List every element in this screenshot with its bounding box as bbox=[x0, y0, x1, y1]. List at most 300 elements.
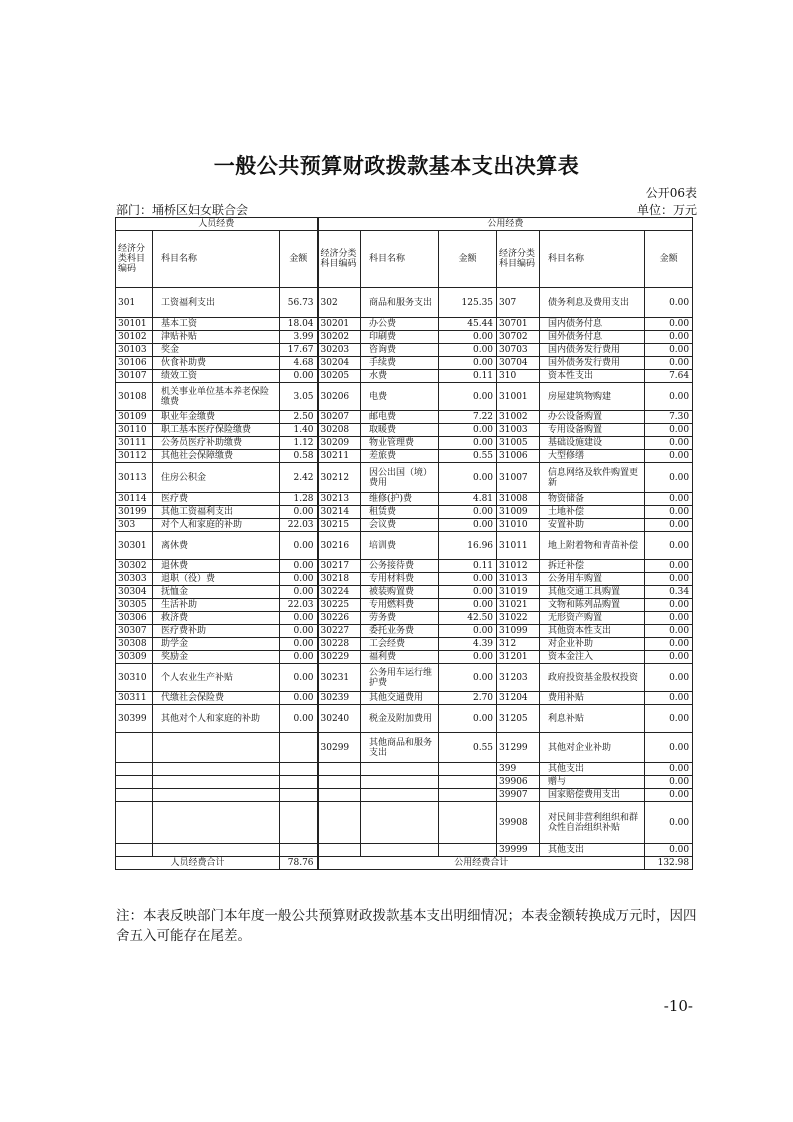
expenditure-table bbox=[115, 217, 693, 870]
personnel-amount-cell: 0.00 bbox=[280, 625, 318, 638]
public-amount-cell bbox=[439, 802, 497, 844]
public-amount-cell: 4.39 bbox=[439, 638, 497, 651]
public-name-cell: 商品和服务支出 bbox=[361, 288, 439, 318]
capital-code-cell: 39907 bbox=[497, 789, 540, 802]
table-row bbox=[116, 450, 693, 463]
personnel-code-cell: 30113 bbox=[116, 463, 153, 493]
personnel-code-cell: 30307 bbox=[116, 625, 153, 638]
personnel-amount-cell: 0.00 bbox=[280, 692, 318, 705]
capital-amount-cell: 0.00 bbox=[645, 705, 693, 733]
public-code-cell: 30229 bbox=[318, 651, 361, 664]
capital-amount-cell: 0.00 bbox=[645, 638, 693, 651]
table-row bbox=[116, 625, 693, 638]
personnel-code-cell: 30109 bbox=[116, 411, 153, 424]
table-row bbox=[116, 560, 693, 573]
public-code-cell: 30212 bbox=[318, 463, 361, 493]
public-name-cell: 其他商品和服务支出 bbox=[361, 733, 439, 763]
capital-code-cell: 310 bbox=[497, 370, 540, 383]
personnel-amount-cell: 2.42 bbox=[280, 463, 318, 493]
department-label: 部门： bbox=[116, 203, 153, 217]
personnel-name-cell: 工资福利支出 bbox=[153, 288, 280, 318]
table-row bbox=[116, 776, 693, 789]
public-code-cell: 30228 bbox=[318, 638, 361, 651]
capital-code-cell: 30702 bbox=[497, 331, 540, 344]
personnel-code-cell bbox=[116, 844, 153, 857]
personnel-amount-cell: 0.00 bbox=[280, 651, 318, 664]
table-row bbox=[116, 638, 693, 651]
public-amount-cell: 0.00 bbox=[439, 437, 497, 450]
table-row bbox=[116, 532, 693, 560]
personnel-code-cell bbox=[116, 763, 153, 776]
personnel-total-label: 人员经费合计 bbox=[116, 857, 280, 870]
header-code: 经济分类科目编码 bbox=[116, 231, 153, 288]
capital-code-cell: 31201 bbox=[497, 651, 540, 664]
public-code-cell bbox=[318, 763, 361, 776]
capital-amount-cell: 0.00 bbox=[645, 733, 693, 763]
public-code-cell: 30204 bbox=[318, 357, 361, 370]
capital-name-cell: 专用设备购置 bbox=[540, 424, 645, 437]
capital-name-cell: 拆迁补偿 bbox=[540, 560, 645, 573]
public-amount-cell: 0.55 bbox=[439, 450, 497, 463]
personnel-code-cell: 30102 bbox=[116, 331, 153, 344]
public-amount-cell: 0.00 bbox=[439, 625, 497, 638]
public-code-cell: 30202 bbox=[318, 331, 361, 344]
capital-amount-cell: 0.00 bbox=[645, 493, 693, 506]
personnel-amount-cell: 1.12 bbox=[280, 437, 318, 450]
capital-amount-cell: 0.00 bbox=[645, 288, 693, 318]
public-name-cell: 会议费 bbox=[361, 519, 439, 532]
public-amount-cell: 42.50 bbox=[439, 612, 497, 625]
personnel-code-cell: 30107 bbox=[116, 370, 153, 383]
capital-name-cell: 国家赔偿费用支出 bbox=[540, 789, 645, 802]
personnel-code-cell: 30310 bbox=[116, 664, 153, 692]
personnel-code-cell: 30112 bbox=[116, 450, 153, 463]
capital-code-cell: 30703 bbox=[497, 344, 540, 357]
capital-name-cell: 安置补助 bbox=[540, 519, 645, 532]
public-name-cell: 咨询费 bbox=[361, 344, 439, 357]
capital-code-cell: 31008 bbox=[497, 493, 540, 506]
personnel-name-cell: 伙食补助费 bbox=[153, 357, 280, 370]
capital-name-cell: 其他支出 bbox=[540, 763, 645, 776]
public-name-cell: 税金及附加费用 bbox=[361, 705, 439, 733]
public-name-cell: 办公费 bbox=[361, 318, 439, 331]
personnel-amount-cell bbox=[280, 802, 318, 844]
personnel-code-cell: 30114 bbox=[116, 493, 153, 506]
capital-code-cell: 30701 bbox=[497, 318, 540, 331]
personnel-code-cell bbox=[116, 789, 153, 802]
personnel-amount-cell: 22.03 bbox=[280, 599, 318, 612]
section-header-row bbox=[116, 218, 693, 231]
personnel-amount-cell: 18.04 bbox=[280, 318, 318, 331]
table-row bbox=[116, 692, 693, 705]
personnel-code-cell: 30103 bbox=[116, 344, 153, 357]
public-code-cell: 30224 bbox=[318, 586, 361, 599]
capital-name-cell: 债务利息及费用支出 bbox=[540, 288, 645, 318]
public-amount-cell: 125.35 bbox=[439, 288, 497, 318]
table-row bbox=[116, 357, 693, 370]
capital-amount-cell: 0.00 bbox=[645, 599, 693, 612]
personnel-amount-cell bbox=[280, 763, 318, 776]
personnel-name-cell: 基本工资 bbox=[153, 318, 280, 331]
capital-name-cell: 其他支出 bbox=[540, 844, 645, 857]
public-total-label: 公用经费合计 bbox=[318, 857, 645, 870]
personnel-name-cell: 助学金 bbox=[153, 638, 280, 651]
personnel-code-cell: 30199 bbox=[116, 506, 153, 519]
capital-name-cell: 对民间非营利组织和群众性自治组织补贴 bbox=[540, 802, 645, 844]
header-name: 科目名称 bbox=[361, 231, 439, 288]
personnel-name-cell: 奖励金 bbox=[153, 651, 280, 664]
public-amount-cell: 0.00 bbox=[439, 383, 497, 411]
public-code-cell bbox=[318, 776, 361, 789]
personnel-amount-cell: 0.00 bbox=[280, 560, 318, 573]
capital-code-cell: 31011 bbox=[497, 532, 540, 560]
public-code-cell: 30225 bbox=[318, 599, 361, 612]
personnel-code-cell: 30309 bbox=[116, 651, 153, 664]
public-total-value: 132.98 bbox=[645, 857, 693, 870]
personnel-code-cell: 30302 bbox=[116, 560, 153, 573]
table-row bbox=[116, 763, 693, 776]
public-name-cell: 公务接待费 bbox=[361, 560, 439, 573]
personnel-name-cell: 生活补助 bbox=[153, 599, 280, 612]
capital-amount-cell: 0.00 bbox=[645, 331, 693, 344]
public-name-cell: 差旅费 bbox=[361, 450, 439, 463]
public-amount-cell: 0.00 bbox=[439, 599, 497, 612]
capital-code-cell: 31019 bbox=[497, 586, 540, 599]
personnel-total-value: 78.76 bbox=[280, 857, 318, 870]
personnel-code-cell: 30306 bbox=[116, 612, 153, 625]
personnel-code-cell: 30304 bbox=[116, 586, 153, 599]
personnel-amount-cell bbox=[280, 776, 318, 789]
table-row bbox=[116, 344, 693, 357]
public-amount-cell: 0.00 bbox=[439, 357, 497, 370]
capital-name-cell: 国内债务付息 bbox=[540, 318, 645, 331]
capital-code-cell: 31009 bbox=[497, 506, 540, 519]
personnel-name-cell: 对个人和家庭的补助 bbox=[153, 519, 280, 532]
personnel-amount-cell bbox=[280, 789, 318, 802]
capital-code-cell: 31203 bbox=[497, 664, 540, 692]
public-amount-cell bbox=[439, 776, 497, 789]
table-row bbox=[116, 424, 693, 437]
personnel-amount-cell: 4.68 bbox=[280, 357, 318, 370]
public-code-cell: 30205 bbox=[318, 370, 361, 383]
header-name: 科目名称 bbox=[540, 231, 645, 288]
capital-code-cell: 31012 bbox=[497, 560, 540, 573]
personnel-code-cell: 30305 bbox=[116, 599, 153, 612]
personnel-name-cell bbox=[153, 763, 280, 776]
personnel-amount-cell: 3.99 bbox=[280, 331, 318, 344]
public-amount-cell: 0.00 bbox=[439, 424, 497, 437]
personnel-amount-cell: 0.00 bbox=[280, 370, 318, 383]
capital-code-cell: 39906 bbox=[497, 776, 540, 789]
personnel-amount-cell: 0.00 bbox=[280, 586, 318, 599]
public-code-cell: 30206 bbox=[318, 383, 361, 411]
public-code-cell: 30217 bbox=[318, 560, 361, 573]
table-row bbox=[116, 844, 693, 857]
table-row bbox=[116, 331, 693, 344]
capital-amount-cell: 0.00 bbox=[645, 692, 693, 705]
column-header-row bbox=[116, 231, 693, 288]
capital-name-cell: 国外债务发行费用 bbox=[540, 357, 645, 370]
personnel-code-cell: 30111 bbox=[116, 437, 153, 450]
public-name-cell: 物业管理费 bbox=[361, 437, 439, 450]
header-amount: 金额 bbox=[280, 231, 318, 288]
capital-name-cell: 公务用车购置 bbox=[540, 573, 645, 586]
table-row bbox=[116, 651, 693, 664]
table-row bbox=[116, 789, 693, 802]
capital-name-cell: 其他资本性支出 bbox=[540, 625, 645, 638]
capital-amount-cell: 0.00 bbox=[645, 776, 693, 789]
capital-amount-cell: 0.00 bbox=[645, 424, 693, 437]
capital-name-cell: 其他对企业补助 bbox=[540, 733, 645, 763]
table-row bbox=[116, 599, 693, 612]
table-row bbox=[116, 493, 693, 506]
personnel-code-cell: 30311 bbox=[116, 692, 153, 705]
personnel-amount-cell: 3.05 bbox=[280, 383, 318, 411]
personnel-name-cell bbox=[153, 789, 280, 802]
public-amount-cell: 0.11 bbox=[439, 560, 497, 573]
personnel-code-cell: 30301 bbox=[116, 532, 153, 560]
form-code: 公开06表 bbox=[645, 186, 697, 200]
capital-amount-cell: 0.00 bbox=[645, 789, 693, 802]
capital-amount-cell: 0.00 bbox=[645, 519, 693, 532]
public-code-cell: 30299 bbox=[318, 733, 361, 763]
capital-amount-cell: 0.00 bbox=[645, 560, 693, 573]
public-code-cell: 30215 bbox=[318, 519, 361, 532]
table-row bbox=[116, 573, 693, 586]
capital-code-cell: 31013 bbox=[497, 573, 540, 586]
public-name-cell: 取暖费 bbox=[361, 424, 439, 437]
capital-amount-cell: 0.00 bbox=[645, 763, 693, 776]
personnel-amount-cell: 0.00 bbox=[280, 612, 318, 625]
capital-name-cell: 文物和陈列品购置 bbox=[540, 599, 645, 612]
capital-code-cell: 31010 bbox=[497, 519, 540, 532]
public-name-cell: 专用材料费 bbox=[361, 573, 439, 586]
public-amount-cell: 0.00 bbox=[439, 519, 497, 532]
personnel-code-cell: 303 bbox=[116, 519, 153, 532]
table-row bbox=[116, 370, 693, 383]
public-code-cell: 30203 bbox=[318, 344, 361, 357]
public-name-cell: 委托业务费 bbox=[361, 625, 439, 638]
personnel-amount-cell bbox=[280, 733, 318, 763]
personnel-code-cell: 30303 bbox=[116, 573, 153, 586]
capital-code-cell: 31005 bbox=[497, 437, 540, 450]
personnel-amount-cell: 22.03 bbox=[280, 519, 318, 532]
table-row bbox=[116, 383, 693, 411]
capital-name-cell: 对企业补助 bbox=[540, 638, 645, 651]
public-amount-cell bbox=[439, 789, 497, 802]
public-amount-cell: 0.00 bbox=[439, 573, 497, 586]
public-amount-cell: 0.11 bbox=[439, 370, 497, 383]
personnel-amount-cell: 0.00 bbox=[280, 664, 318, 692]
public-code-cell bbox=[318, 802, 361, 844]
personnel-code-cell: 30399 bbox=[116, 705, 153, 733]
footnote: 注：本表反映部门本年度一般公共预算财政拨款基本支出明细情况；本表金额转换成万元时，因四舍五入可能存在尾差。 bbox=[116, 908, 697, 944]
capital-code-cell: 30704 bbox=[497, 357, 540, 370]
personnel-amount-cell bbox=[280, 844, 318, 857]
public-name-cell: 劳务费 bbox=[361, 612, 439, 625]
capital-amount-cell: 0.00 bbox=[645, 463, 693, 493]
personnel-code-cell: 30308 bbox=[116, 638, 153, 651]
capital-name-cell: 费用补贴 bbox=[540, 692, 645, 705]
personnel-name-cell: 退职（役）费 bbox=[153, 573, 280, 586]
capital-code-cell: 31007 bbox=[497, 463, 540, 493]
capital-amount-cell: 0.00 bbox=[645, 844, 693, 857]
personnel-name-cell: 其他对个人和家庭的补助 bbox=[153, 705, 280, 733]
personnel-code-cell: 30101 bbox=[116, 318, 153, 331]
table-row bbox=[116, 733, 693, 763]
unit-label: 单位：万元 bbox=[636, 203, 697, 217]
capital-amount-cell: 0.00 bbox=[645, 318, 693, 331]
public-amount-cell: 0.00 bbox=[439, 331, 497, 344]
public-amount-cell: 0.00 bbox=[439, 463, 497, 493]
personnel-amount-cell: 1.28 bbox=[280, 493, 318, 506]
public-amount-cell bbox=[439, 844, 497, 857]
header-code: 经济分类科目编码 bbox=[318, 231, 361, 288]
table-row bbox=[116, 586, 693, 599]
capital-name-cell: 政府投资基金股权投资 bbox=[540, 664, 645, 692]
capital-code-cell: 31021 bbox=[497, 599, 540, 612]
capital-name-cell: 利息补贴 bbox=[540, 705, 645, 733]
capital-name-cell: 资本性支出 bbox=[540, 370, 645, 383]
capital-code-cell: 39908 bbox=[497, 802, 540, 844]
public-code-cell: 30211 bbox=[318, 450, 361, 463]
capital-name-cell: 资本金注入 bbox=[540, 651, 645, 664]
capital-amount-cell: 0.00 bbox=[645, 802, 693, 844]
personnel-amount-cell: 0.00 bbox=[280, 705, 318, 733]
personnel-code-cell bbox=[116, 776, 153, 789]
public-amount-cell: 45.44 bbox=[439, 318, 497, 331]
capital-amount-cell: 0.34 bbox=[645, 586, 693, 599]
public-name-cell bbox=[361, 789, 439, 802]
capital-code-cell: 31022 bbox=[497, 612, 540, 625]
public-amount-cell: 0.55 bbox=[439, 733, 497, 763]
table-row bbox=[116, 318, 693, 331]
public-name-cell bbox=[361, 763, 439, 776]
capital-amount-cell: 0.00 bbox=[645, 437, 693, 450]
capital-name-cell: 大型修缮 bbox=[540, 450, 645, 463]
table-row bbox=[116, 612, 693, 625]
public-amount-cell: 4.81 bbox=[439, 493, 497, 506]
personnel-name-cell: 退休费 bbox=[153, 560, 280, 573]
public-code-cell: 30227 bbox=[318, 625, 361, 638]
personnel-name-cell: 医疗费 bbox=[153, 493, 280, 506]
capital-name-cell: 无形资产购置 bbox=[540, 612, 645, 625]
personnel-amount-cell: 1.40 bbox=[280, 424, 318, 437]
public-name-cell: 因公出国（境）费用 bbox=[361, 463, 439, 493]
capital-name-cell: 物资储备 bbox=[540, 493, 645, 506]
personnel-name-cell: 津贴补贴 bbox=[153, 331, 280, 344]
personnel-amount-cell: 56.73 bbox=[280, 288, 318, 318]
personnel-code-cell: 30108 bbox=[116, 383, 153, 411]
personnel-name-cell: 职工基本医疗保险缴费 bbox=[153, 424, 280, 437]
capital-code-cell: 31002 bbox=[497, 411, 540, 424]
section-personnel: 人员经费 bbox=[116, 218, 318, 231]
personnel-amount-cell: 0.58 bbox=[280, 450, 318, 463]
capital-amount-cell: 0.00 bbox=[645, 651, 693, 664]
public-name-cell: 培训费 bbox=[361, 532, 439, 560]
table-body bbox=[116, 288, 693, 857]
personnel-name-cell: 离休费 bbox=[153, 532, 280, 560]
capital-name-cell: 房屋建筑物购建 bbox=[540, 383, 645, 411]
public-code-cell bbox=[318, 789, 361, 802]
totals-row bbox=[116, 857, 693, 870]
table-row bbox=[116, 802, 693, 844]
capital-amount-cell: 0.00 bbox=[645, 383, 693, 411]
page-number: -10- bbox=[663, 997, 693, 1015]
public-code-cell: 30226 bbox=[318, 612, 361, 625]
table-row bbox=[116, 437, 693, 450]
public-name-cell: 被装购置费 bbox=[361, 586, 439, 599]
public-code-cell bbox=[318, 844, 361, 857]
personnel-amount-cell: 17.67 bbox=[280, 344, 318, 357]
capital-code-cell: 31003 bbox=[497, 424, 540, 437]
personnel-code-cell bbox=[116, 802, 153, 844]
public-code-cell: 302 bbox=[318, 288, 361, 318]
personnel-name-cell: 个人农业生产补贴 bbox=[153, 664, 280, 692]
personnel-name-cell: 其他工资福利支出 bbox=[153, 506, 280, 519]
capital-amount-cell: 0.00 bbox=[645, 357, 693, 370]
public-name-cell: 工会经费 bbox=[361, 638, 439, 651]
personnel-amount-cell: 0.00 bbox=[280, 638, 318, 651]
public-code-cell: 30218 bbox=[318, 573, 361, 586]
public-name-cell: 邮电费 bbox=[361, 411, 439, 424]
public-name-cell: 水费 bbox=[361, 370, 439, 383]
capital-code-cell: 31006 bbox=[497, 450, 540, 463]
capital-amount-cell: 0.00 bbox=[645, 612, 693, 625]
capital-amount-cell: 7.30 bbox=[645, 411, 693, 424]
capital-name-cell: 地上附着物和青苗补偿 bbox=[540, 532, 645, 560]
capital-code-cell: 31205 bbox=[497, 705, 540, 733]
capital-code-cell: 31299 bbox=[497, 733, 540, 763]
public-code-cell: 30240 bbox=[318, 705, 361, 733]
table-row bbox=[116, 288, 693, 318]
table-row bbox=[116, 705, 693, 733]
personnel-name-cell: 公务员医疗补助缴费 bbox=[153, 437, 280, 450]
section-public: 公用经费 bbox=[318, 218, 693, 231]
public-amount-cell bbox=[439, 763, 497, 776]
personnel-name-cell bbox=[153, 776, 280, 789]
page-title: 一般公共预算财政拨款基本支出决算表 bbox=[213, 153, 580, 178]
capital-amount-cell: 0.00 bbox=[645, 664, 693, 692]
personnel-name-cell: 绩效工资 bbox=[153, 370, 280, 383]
table-row bbox=[116, 506, 693, 519]
table-row bbox=[116, 463, 693, 493]
capital-code-cell: 39999 bbox=[497, 844, 540, 857]
header-amount: 金额 bbox=[439, 231, 497, 288]
personnel-amount-cell: 0.00 bbox=[280, 506, 318, 519]
personnel-name-cell: 住房公积金 bbox=[153, 463, 280, 493]
public-name-cell bbox=[361, 802, 439, 844]
personnel-code-cell: 301 bbox=[116, 288, 153, 318]
department-line bbox=[116, 201, 248, 218]
capital-code-cell: 307 bbox=[497, 288, 540, 318]
personnel-name-cell bbox=[153, 844, 280, 857]
public-amount-cell: 0.00 bbox=[439, 586, 497, 599]
header-amount: 金额 bbox=[645, 231, 693, 288]
personnel-name-cell bbox=[153, 733, 280, 763]
personnel-amount-cell: 0.00 bbox=[280, 532, 318, 560]
public-name-cell bbox=[361, 776, 439, 789]
capital-name-cell: 办公设备购置 bbox=[540, 411, 645, 424]
public-name-cell: 印刷费 bbox=[361, 331, 439, 344]
public-code-cell: 30201 bbox=[318, 318, 361, 331]
public-amount-cell: 0.00 bbox=[439, 664, 497, 692]
personnel-name-cell: 其他社会保障缴费 bbox=[153, 450, 280, 463]
public-amount-cell: 2.70 bbox=[439, 692, 497, 705]
public-name-cell bbox=[361, 844, 439, 857]
table-row bbox=[116, 411, 693, 424]
public-name-cell: 维修(护)费 bbox=[361, 493, 439, 506]
